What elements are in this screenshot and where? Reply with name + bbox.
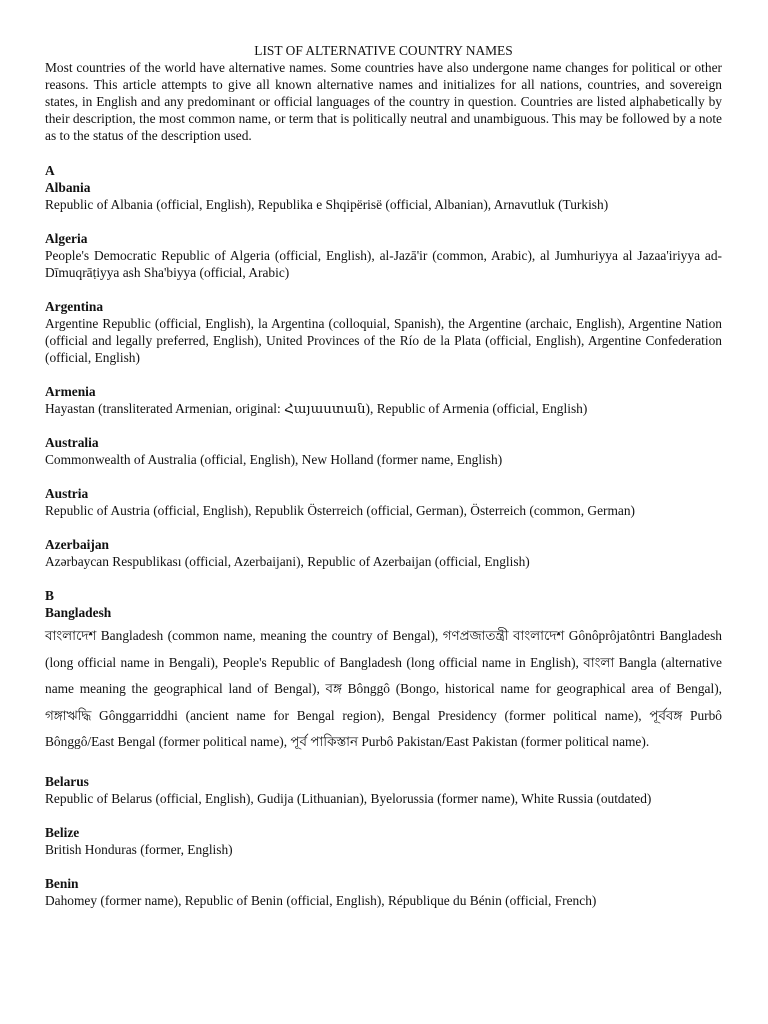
country-name: Austria [45, 486, 89, 501]
country-description: বাংলাদেশ Bangladesh (common name, meaning the country of Bengal), গণপ্রজাতন্ত্রী বাংলাদেশ Gônôprôjatôntri Bangladesh (long official name in Bengali), People's Republic of Bangladesh (long official name in English), বাংলা Bangla (alternative name meaning the geographical land of Bengal), বঙ্গ Bônggô (Bongo, historical name for geographical area of Bengal), গঙ্গাঋদ্ধি Gônggarriddhi (ancient name for Bengal region), Bengal Presidency (former political name), পূর্ববঙ্গ Purbô Bônggô/East Bengal (former political name), পূর্ব পাকিস্তান Purbô Pakistan/East Pakistan (former political name). [45, 628, 722, 749]
intro-paragraph: Most countries of the world have alternative names. Some countries have also undergone name changes for political or other reasons. This article attempts to give all known alternative names and initializes for all nations, countries, and sovereign states, in English and any predominant or official languages of the country in question. Countries are listed alphabetically by their description, the most common name, or term that is politically neutral and unambiguous. This may be followed by a note as to the status of the description used. [45, 60, 722, 143]
section-a [45, 162, 722, 570]
section-letter: A [45, 163, 55, 178]
country-name: Albania [45, 180, 91, 195]
country-entry [45, 773, 722, 807]
country-entry [45, 179, 722, 213]
country-description: Argentine Republic (official, English), la Argentina (colloquial, Spanish), the Argentine (archaic, English), Argentine Nation (official and legally preferred, English), United Provinces of the Río de la Plata (official, English), Argentine Confederation (official, English) [45, 316, 722, 365]
country-name: Azerbaijan [45, 537, 109, 552]
country-name: Algeria [45, 231, 88, 246]
country-description: Commonwealth of Australia (official, English), New Holland (former name, English) [45, 452, 503, 467]
country-description: Hayastan (transliterated Armenian, original: Հայաստան), Republic of Armenia (official, English) [45, 401, 588, 416]
country-name: Armenia [45, 384, 96, 399]
country-name: Bangladesh [45, 605, 112, 620]
country-name: Benin [45, 875, 79, 891]
country-description: Azərbaycan Respublikası (official, Azerbaijani), Republic of Azerbaijan (official, English) [45, 554, 530, 569]
document-title: LIST OF ALTERNATIVE COUNTRY NAMES [254, 43, 513, 58]
country-description: British Honduras (former, English) [45, 841, 233, 857]
country-entry [45, 383, 722, 417]
country-name: Argentina [45, 299, 104, 314]
country-description: People's Democratic Republic of Algeria (official, English), al-Jazā'ir (common, Arabic), al Jumhuriyya al Jazaa'iriyya ad-Dīmuqrāṭiyya ash Sha'biyya (official, Arabic) [45, 248, 722, 280]
country-entry [45, 485, 722, 519]
country-name: Belize [45, 824, 80, 840]
country-description: Republic of Albania (official, English), Republika e Shqipërisë (official, Albanian), Arnavutluk (Turkish) [45, 197, 609, 212]
country-description: Dahomey (former name), Republic of Benin (official, English), République du Bénin (official, French) [45, 892, 597, 908]
country-entry [45, 230, 722, 281]
country-entry [45, 875, 722, 909]
country-entry [45, 434, 722, 468]
section-b [45, 587, 722, 909]
section-letter: B [45, 588, 54, 603]
country-name: Australia [45, 435, 99, 450]
country-description: Republic of Austria (official, English), Republik Österreich (official, German), Österreich (common, German) [45, 503, 635, 518]
country-entry [45, 824, 722, 858]
country-description: Republic of Belarus (official, English), Gudija (Lithuanian), Byelorussia (former name), White Russia (outdated) [45, 790, 652, 806]
country-entry [45, 604, 722, 756]
country-entry [45, 536, 722, 570]
country-name: Belarus [45, 773, 89, 789]
country-entry [45, 298, 722, 366]
